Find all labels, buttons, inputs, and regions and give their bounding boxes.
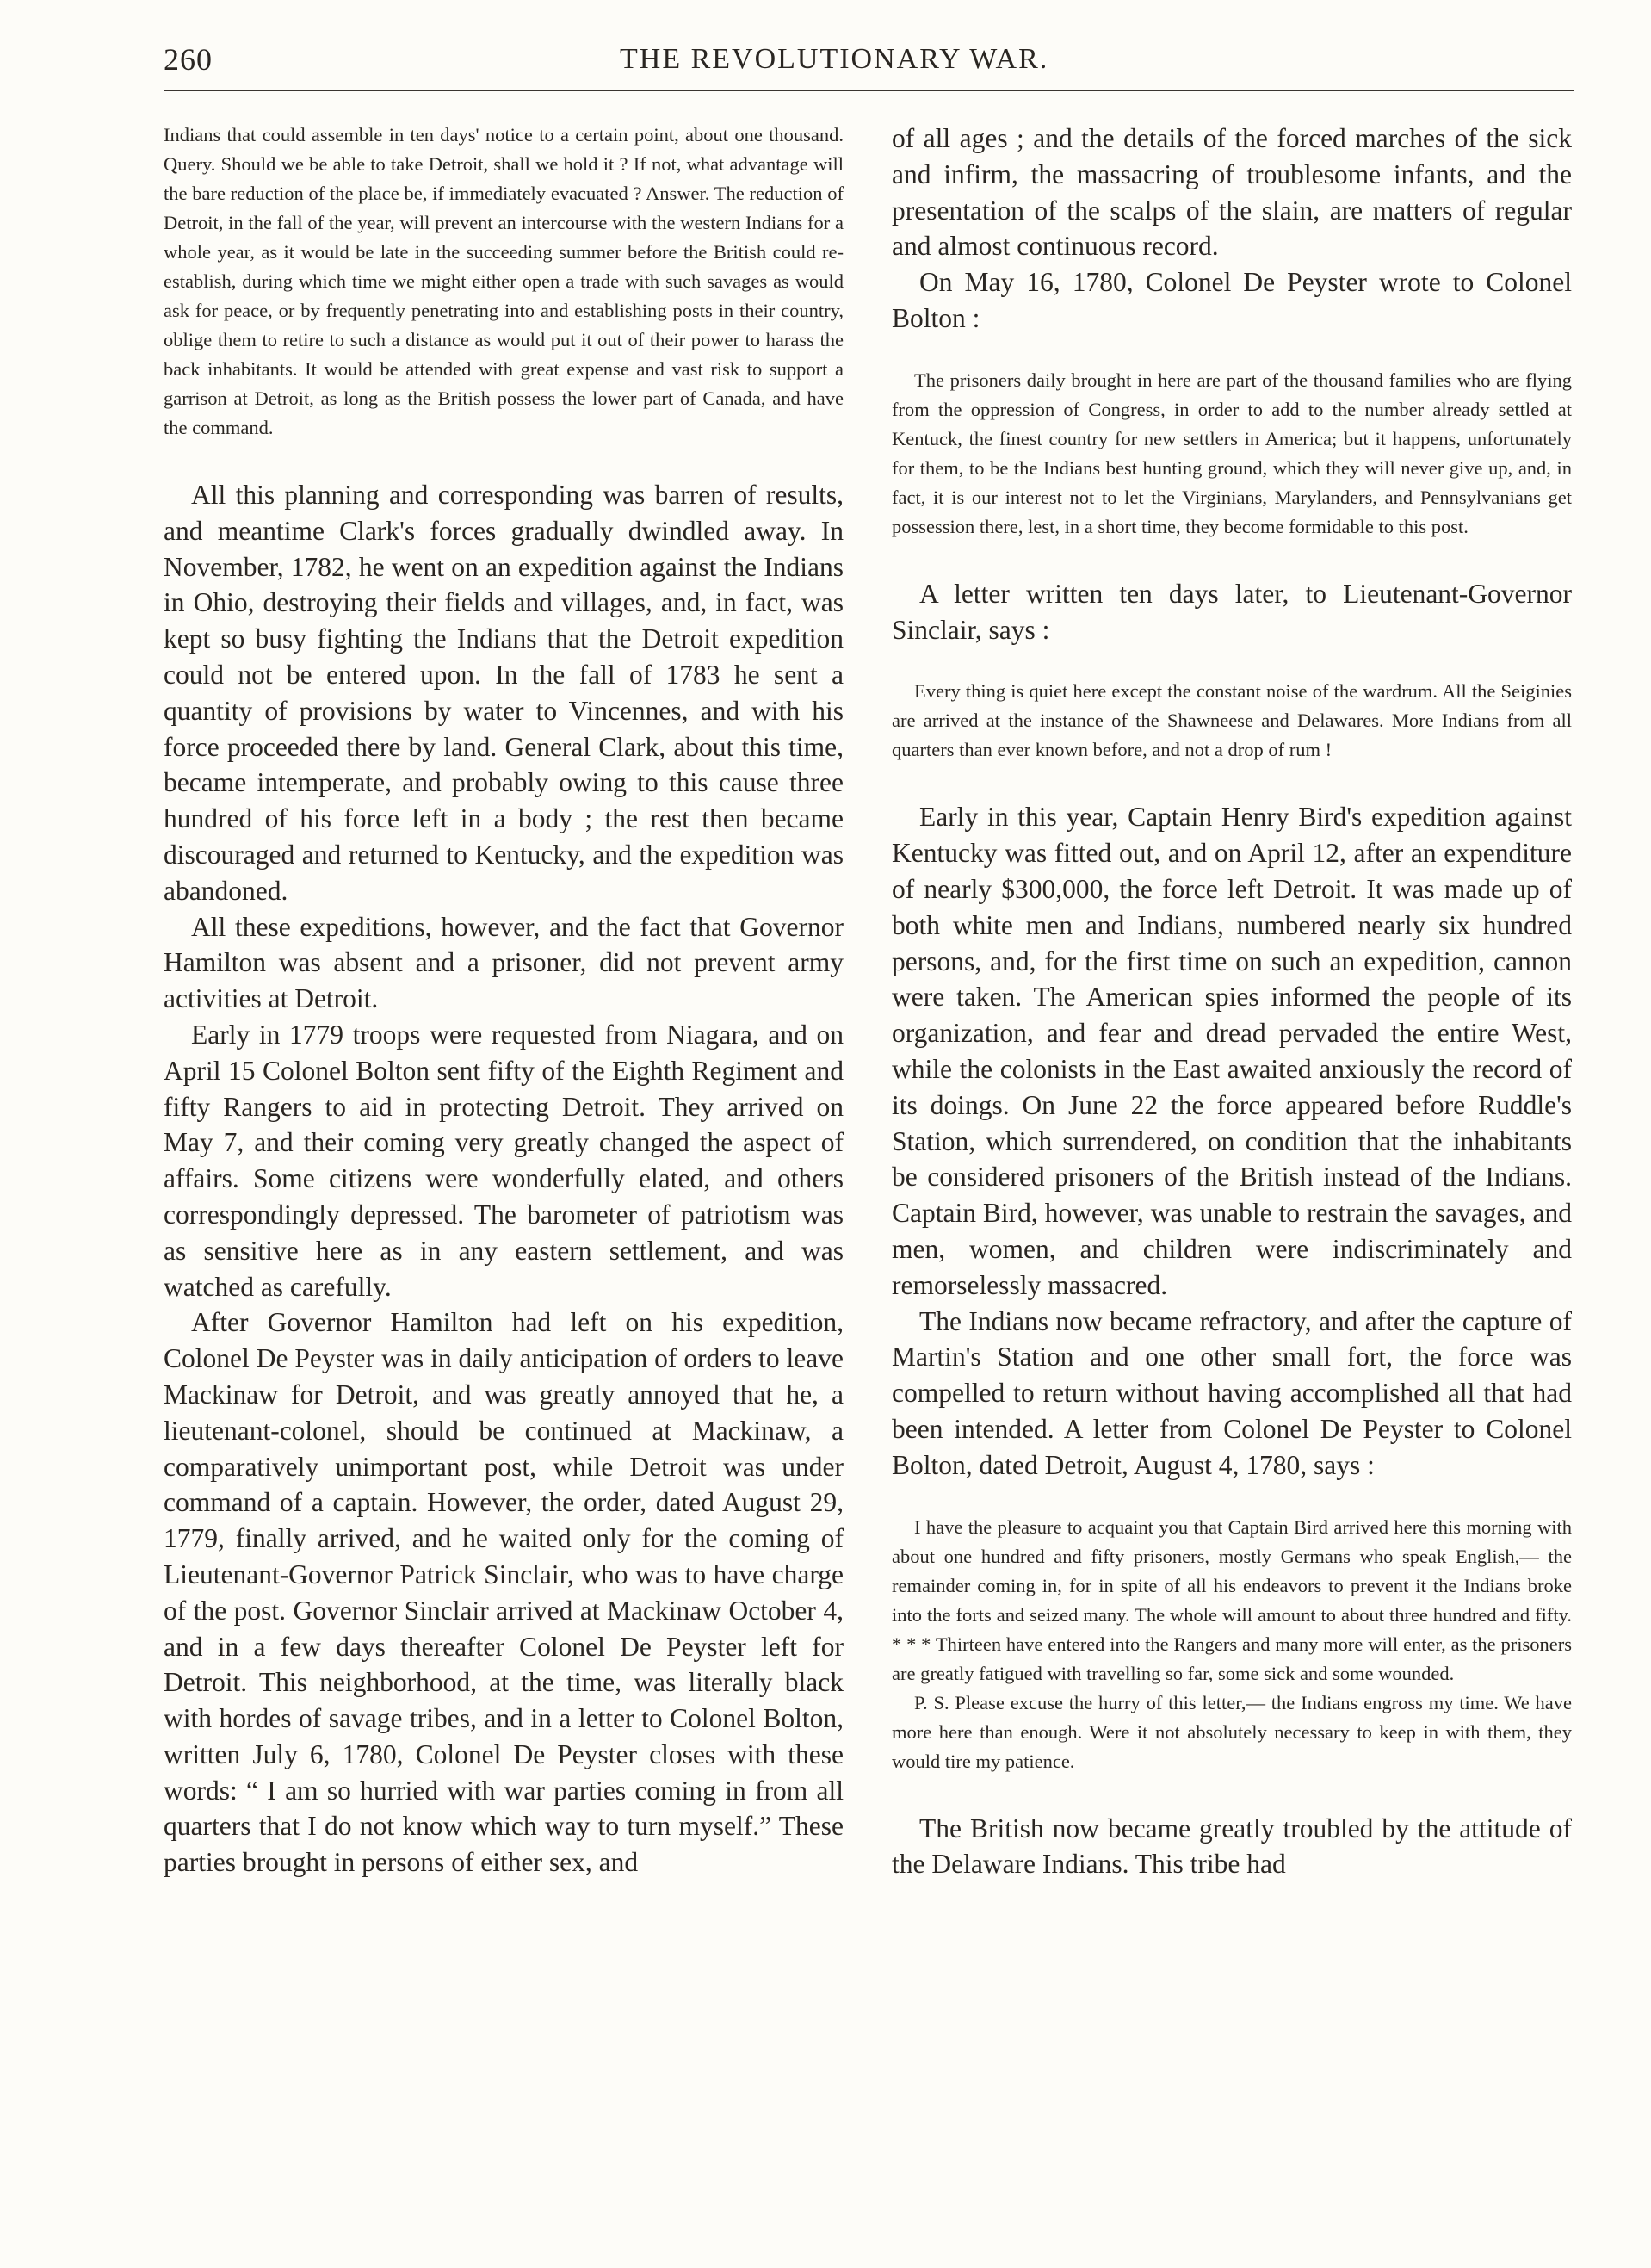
block-quote: Every thing is quiet here except the constant noise of the wardrum. All the Seiginies are arrived at the instance of the Shawneese and Delawares. More Indians from all quarters than ever known before, and not a drop of rum ! xyxy=(892,680,1572,761)
paragraph: The Indians now became refractory, and after the capture of Martin's Station and one other small fort, the force was compelled to return without having accomplished all that had been intended. A letter from Colonel De Peyster to Colonel Bolton, dated Detroit, August 4, 1780, says : xyxy=(892,1305,1572,1480)
running-title: THE REVOLUTIONARY WAR. xyxy=(620,43,1049,75)
block-quote: The prisoners daily brought in here are part of the thousand families who are flying from the oppression of Congress, in order to add to the number already settled at Kentuck, the finest country for new settlers in America; but it happens, unfortunately for them, to be the Indians best hunting ground, which they will never give up, and, in fact, it is our interest not to let the Virginians, Marylanders, and Pennsylvanians get possession there, lest, in a short time, they become formidable to this post. xyxy=(892,369,1572,537)
block-quote-postscript: P. S. Please excuse the hurry of this letter,— the Indians engross my time. We have more here than enough. Were it not absolutely necessary to keep in with them, they would tire my patience. xyxy=(892,1691,1572,1772)
paragraph: On May 16, 1780, Colonel De Peyster wrote to Colonel Bolton : xyxy=(892,267,1572,333)
paragraph: The British now became greatly troubled by the attitude of the Delaware Indians. This tribe had xyxy=(892,1813,1572,1880)
block-quote: I have the pleasure to acquaint you that Captain Bird arrived here this morning with about one hundred and fifty prisoners, mostly Germans who speak English,— the remainder coming in, for in spite of all his endeavors to prevent it the Indians broke into the forts and seized many. The whole will amount to about three hundred and fifty. * * * Thirteen have entered into the Rangers and many more will enter, as the prisoners are greatly fatigued with travelling so far, some sick and some wounded. xyxy=(892,1515,1572,1684)
header-rule xyxy=(164,90,1574,91)
paragraph: A letter written ten days later, to Lieutenant-Governor Sinclair, says : xyxy=(892,578,1572,645)
paragraph: All this planning and corresponding was barren of results, and meantime Clark's forces gradually dwindled away. In November, 1782, he went on an expedition against the Indians in Ohio, destroying their fields and villages, and, in fact, was kept so busy fighting the Indians that the Detroit expedition could not be entered upon. In the fall of 1783 he sent a quantity of provisions by water to Vincennes, and with his force proceeded there by land. General Clark, about this time, became intemperate, and probably owing to this cause three hundred of his force left in a body ; the rest then became discouraged and returned to Kentucky, and the expedition was abandoned. xyxy=(164,480,844,906)
left-column xyxy=(164,121,844,1881)
paragraph: All these expeditions, however, and the fact that Governor Hamilton was absent and a prisoner, did not prevent army activities at Detroit. xyxy=(164,911,844,1014)
paragraph: After Governor Hamilton had left on his expedition, Colonel De Peyster was in daily anticipation of orders to leave Mackinaw for Detroit, and was greatly annoyed that he, a lieutenant-colonel, should be continued at Mackinaw, a comparatively unimportant post, while Detroit was under command of a captain. However, the order, dated August 29, 1779, finally arrived, and he waited only for the coming of Lieutenant-Governor Patrick Sinclair, who was to have charge of the post. Governor Sinclair arrived at Mackinaw October 4, and in a few days thereafter Colonel De Peyster left for Detroit. This neighborhood, at the time, was literally black with hordes of savage tribes, and in a letter to Colonel Bolton, written July 6, 1780, Colonel De Peyster closes with these words: “ I am so hurried with war parties coming in from all quarters that I do not know which way to turn myself.” These parties brought in persons of either sex, and xyxy=(164,1307,844,1878)
page-number: 260 xyxy=(164,42,213,77)
paragraph: Early in this year, Captain Henry Bird's expedition against Kentucky was fitted out, and on April 12, after an expenditure of nearly $300,000, the force left Detroit. It was made up of both white men and Indians, numbered nearly six hundred persons, and, for the first time on such an expedition, cannon were taken. The American spies informed the people of its organization, and fear and dread pervaded the entire West, while the colonists in the East awaited anxiously the record of its doings. On June 22 the force appeared before Ruddle's Station, which surrendered, on condition that the inhabitants be considered prisoners of the British instead of the Indians. Captain Bird, however, was unable to restrain the savages, and men, women, and children were indiscriminately and remorselessly massacred. xyxy=(892,802,1572,1300)
paragraph: of all ages ; and the details of the forced marches of the sick and infirm, the massacring of troublesome infants, and the presentation of the scalps of the slain, are matters of regular and almost continuous record. xyxy=(892,123,1572,262)
page-header xyxy=(164,41,1574,83)
paragraph: Early in 1779 troops were requested from Niagara, and on April 15 Colonel Bolton sent fifty of the Eighth Regiment and fifty Rangers to aid in protecting Detroit. They arrived on May 7, and their coming very greatly changed the aspect of affairs. Some citizens were wonderfully elated, and others correspondingly depressed. The barometer of patriotism was as sensitive here as in any eastern settlement, and was watched as carefully. xyxy=(164,1019,844,1302)
block-quote: Indians that could assemble in ten days' notice to a certain point, about one thousand. Query. Should we be able to take Detroit, shall we hold it ? If not, what advantage will the bare reduction of the place be, if immediately evacuated ? Answer. The reduction of Detroit, in the fall of the year, will prevent an intercourse with the western Indians for a whole year, as it would be late in the succeeding summer before the British could re-establish, during which time we might either open a trade with such savages as would ask for peace, or by frequently penetrating into and establishing posts in their country, oblige them to retire to such a distance as would put it out of their power to harass the back inhabitants. It would be attended with great expense and vast risk to support a garrison at Detroit, as long as the British possess the lower part of Canada, and have the command. xyxy=(164,124,844,438)
right-column xyxy=(892,121,1572,1882)
